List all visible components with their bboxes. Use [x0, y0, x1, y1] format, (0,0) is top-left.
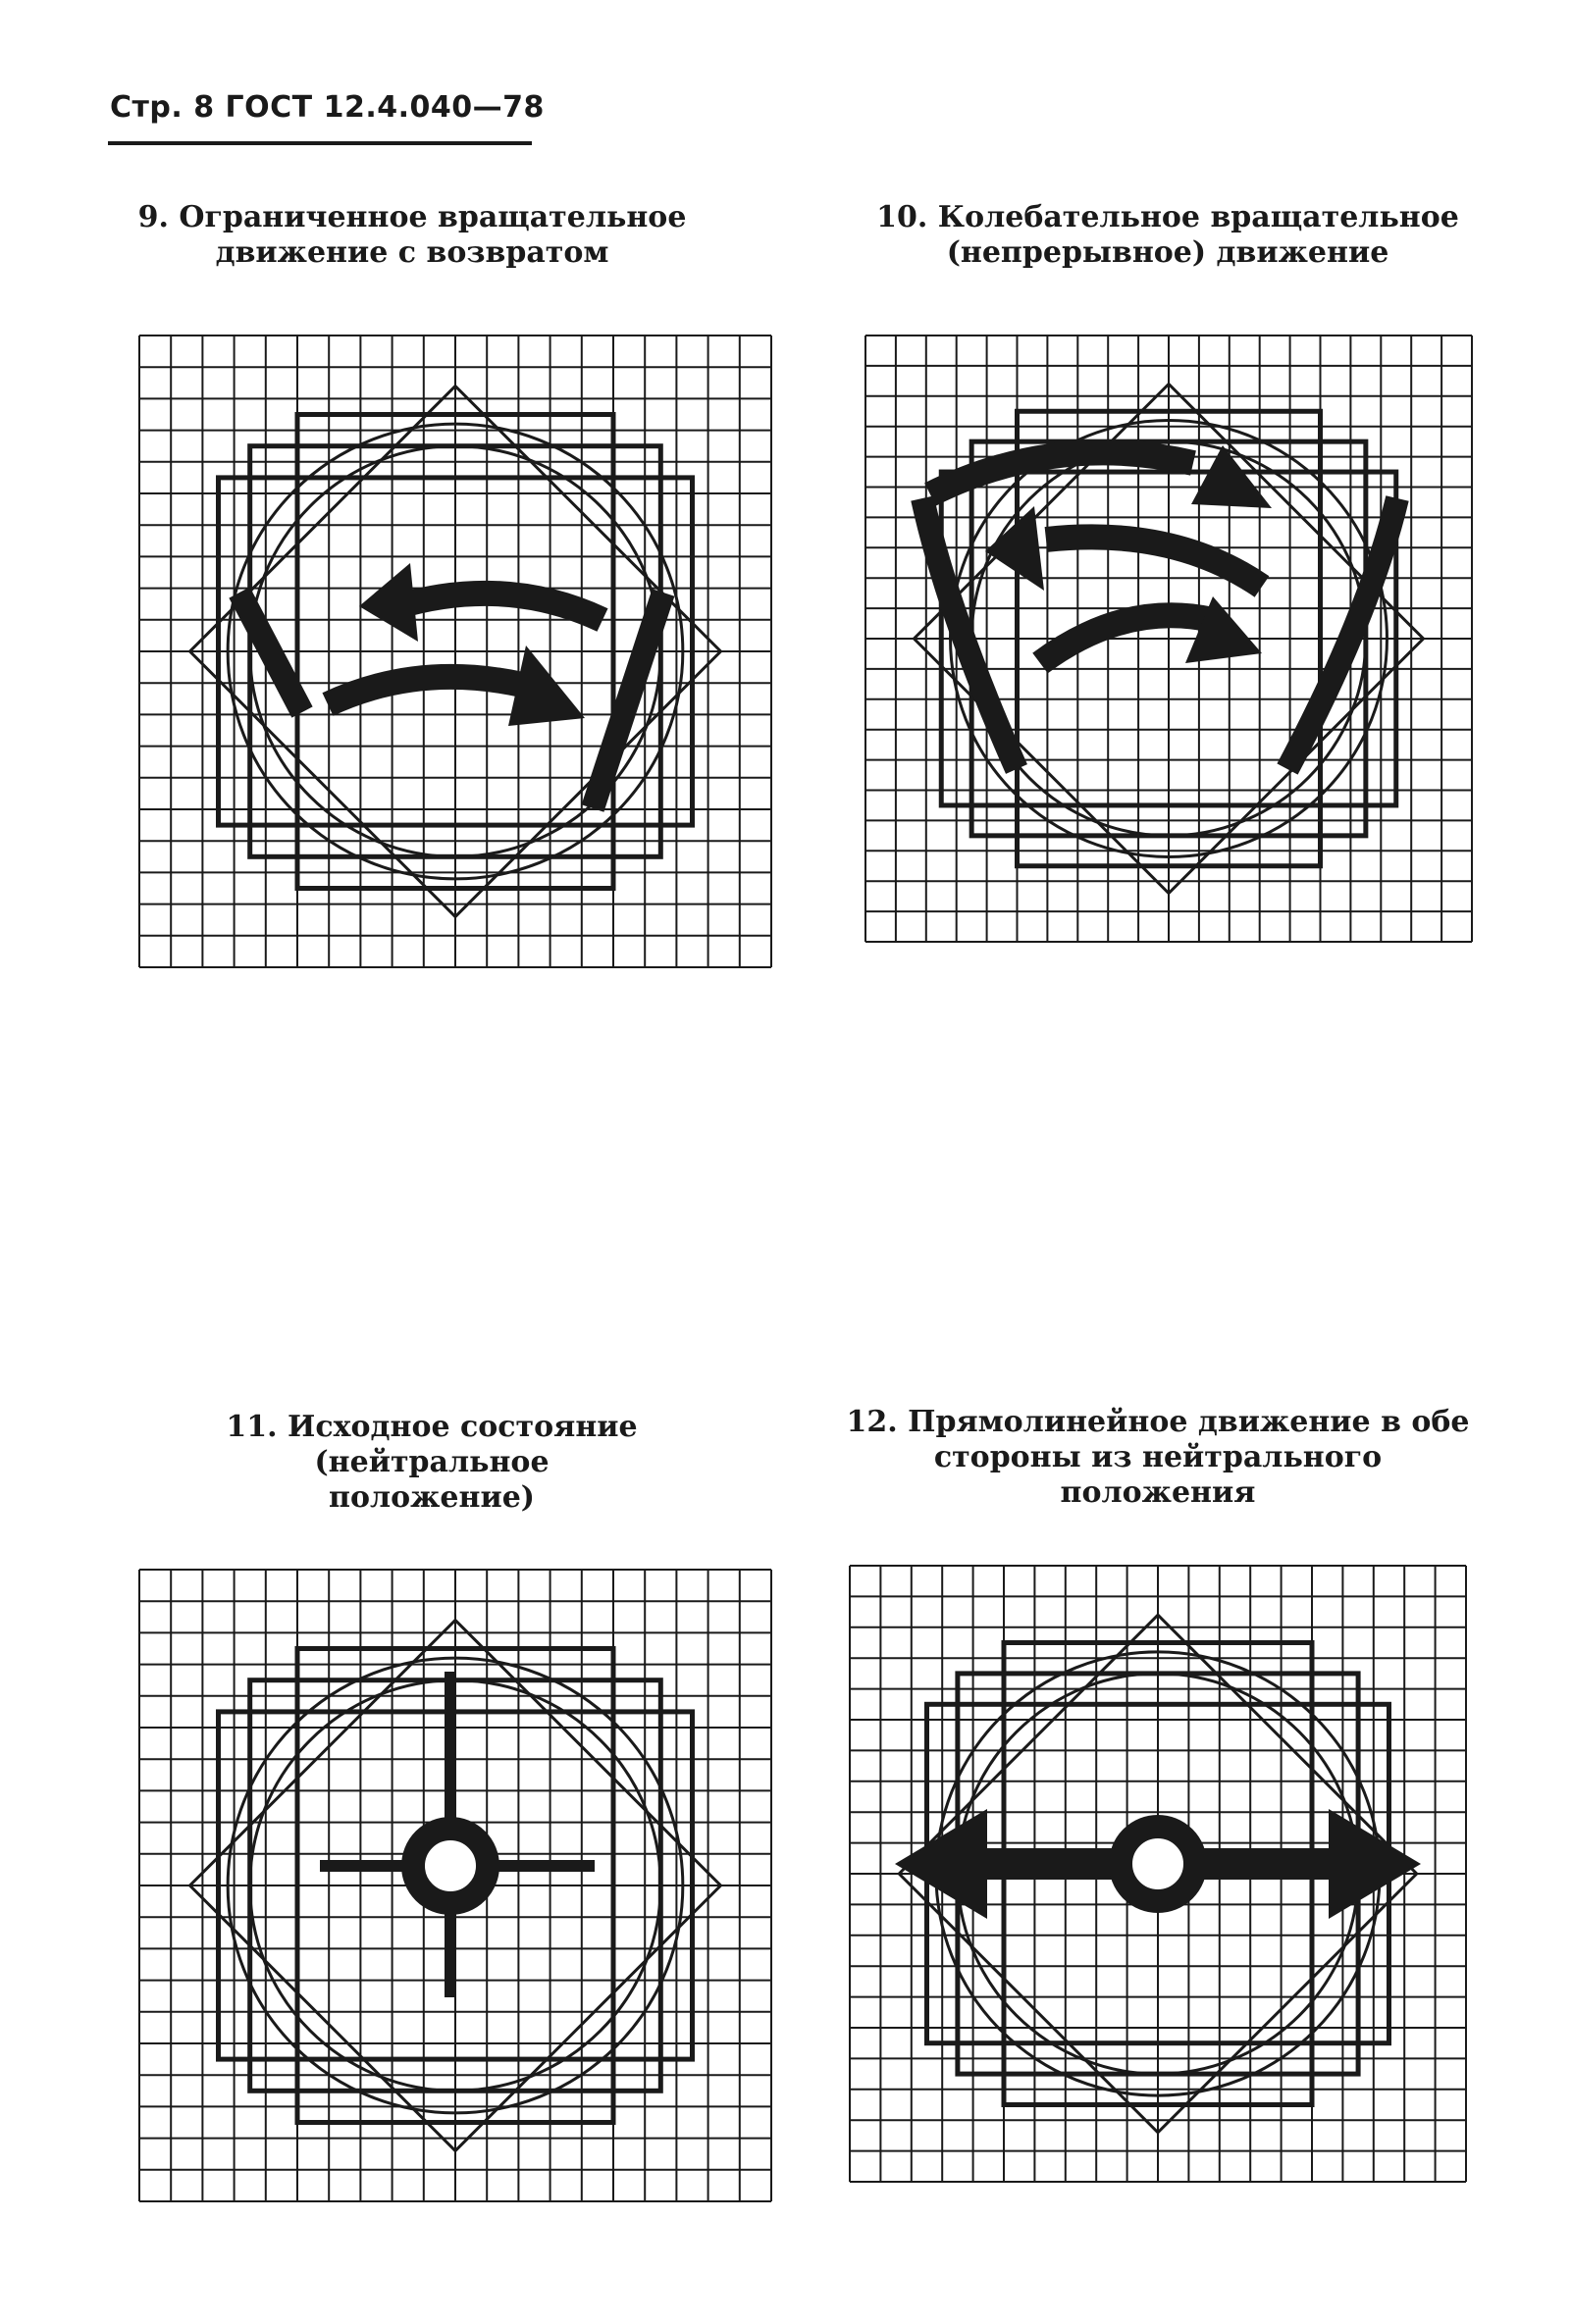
lower-arrow-head-right-icon	[508, 646, 585, 726]
figure-12-bidirectional-linear-symbol	[844, 1560, 1472, 2188]
caption-9-line1: 9. Ограниченное вращательное	[137, 200, 687, 234]
neutral-ring-icon	[413, 1829, 488, 1903]
figure-9-limited-rotation-symbol	[133, 330, 777, 977]
neutral-ring-icon	[1121, 1827, 1195, 1901]
caption-10-line1: 10. Колебательное вращательное	[876, 200, 1459, 234]
caption-10-line2: (непрерывное) движение	[946, 235, 1389, 270]
motion-symbol	[239, 563, 663, 808]
caption-11-line2: положение)	[329, 1480, 535, 1515]
figure-11-neutral-position-symbol	[133, 1564, 777, 2207]
lower-arc-arrow-body	[328, 677, 546, 704]
caption-12-line1: 12. Прямолинейное движение в обе	[846, 1405, 1470, 1439]
upper-arc-arrow-body	[398, 594, 602, 620]
caption-9-line2: движение с возвратом	[215, 235, 609, 270]
caption-11-line1: 11. Исходное состояние (нейтральное	[226, 1410, 638, 1479]
caption-figure-10	[864, 200, 1472, 271]
caption-figure-9	[137, 200, 687, 271]
right-stop-bar	[593, 593, 663, 808]
caption-figure-12	[844, 1405, 1472, 1511]
motion-symbol	[922, 445, 1397, 769]
figure-10-oscillating-rotation-symbol	[860, 330, 1497, 948]
header-underline	[108, 141, 532, 145]
page-header: Стр. 8 ГОСТ 12.4.040—78	[110, 90, 545, 125]
grid	[139, 336, 771, 967]
upper-arrow-head-left-icon	[359, 563, 418, 642]
motion-symbol	[895, 1809, 1421, 1919]
caption-figure-11	[108, 1410, 756, 1516]
caption-12-line2: стороны из нейтрального положения	[933, 1440, 1383, 1510]
